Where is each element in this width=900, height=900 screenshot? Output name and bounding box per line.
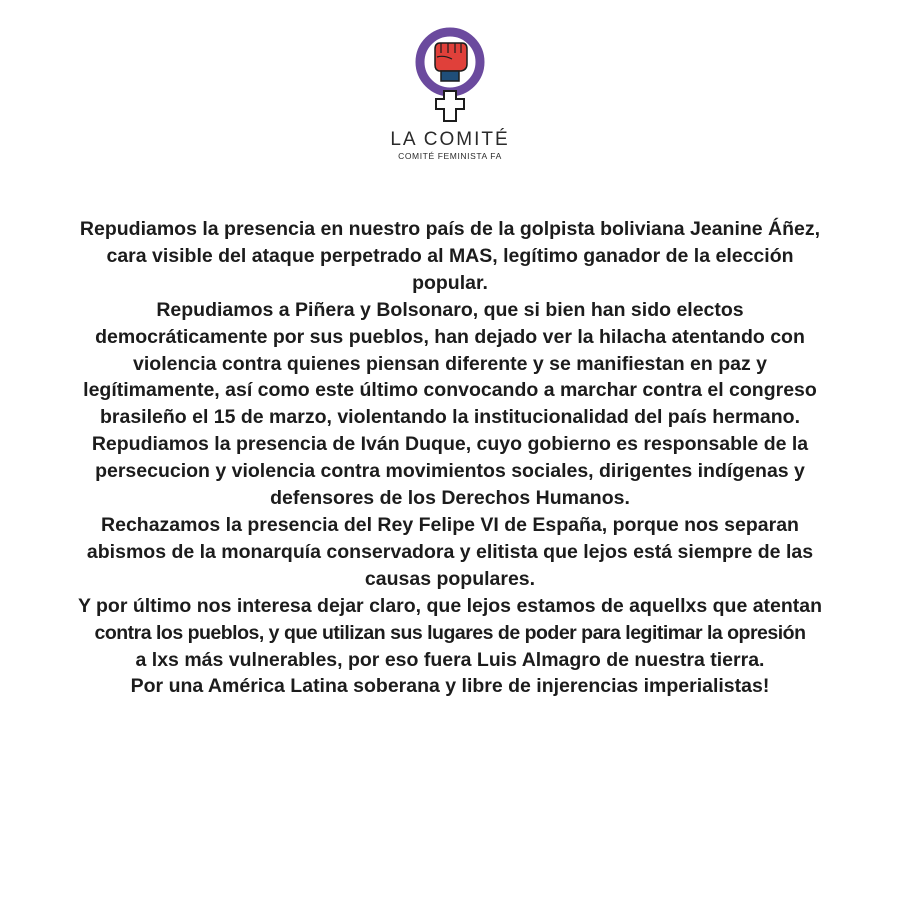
statement-line: violencia contra quienes piensan diferente y se manifiestan en paz y — [133, 352, 767, 375]
statement-line: democráticamente por sus pueblos, han dejado ver la hilacha atentando con — [95, 325, 805, 348]
statement-line: defensores de los Derechos Humanos. — [270, 487, 630, 510]
logo-subtitle: COMITÉ FEMINISTA FA — [398, 151, 502, 161]
statement-line: brasileño el 15 de marzo, violentando la institucionalidad del país hermano. — [99, 406, 800, 429]
statement-line: Rechazamos la presencia del Rey Felipe VI de España, porque nos separan — [101, 513, 799, 536]
statement-line: cara visible del ataque perpetrado al MAS, legítimo ganador de la elección — [106, 244, 794, 267]
statement-line: Por una América Latina soberana y libre de injerencias imperialistas! — [130, 675, 770, 698]
statement-line: Repudiamos la presencia de Iván Duque, cuyo gobierno es responsable de la — [91, 433, 809, 456]
feminist-fist-icon — [410, 24, 490, 124]
statement-line: legítimamente, así como este último convocando a marchar contra el congreso — [83, 379, 817, 402]
logo-title: LA COMITÉ — [390, 129, 510, 150]
statement-line: Repudiamos a Piñera y Bolsonaro, que si bien han sido electos — [156, 298, 744, 321]
statement-text — [30, 216, 870, 700]
statement-line: popular. — [412, 271, 488, 294]
statement-line: Repudiamos la presencia en nuestro país de la golpista boliviana Jeanine Áñez, — [79, 218, 821, 240]
statement-line: abismos de la monarquía conservadora y elitista que lejos está siempre de las — [86, 540, 814, 563]
statement-line: persecucion y violencia contra movimientos sociales, dirigentes indígenas y — [95, 460, 805, 483]
statement-line: Y por último nos interesa dejar claro, que lejos estamos de aquellxs que atentan — [77, 594, 823, 617]
statement-line: a lxs más vulnerables, por eso fuera Luis Almagro de nuestra tierra. — [135, 648, 765, 671]
statement-line: causas populares. — [364, 567, 536, 590]
statement-line: contra los pueblos, y que utilizan sus lugares de poder para legitimar la opresión — [94, 621, 806, 644]
logo — [380, 24, 520, 162]
